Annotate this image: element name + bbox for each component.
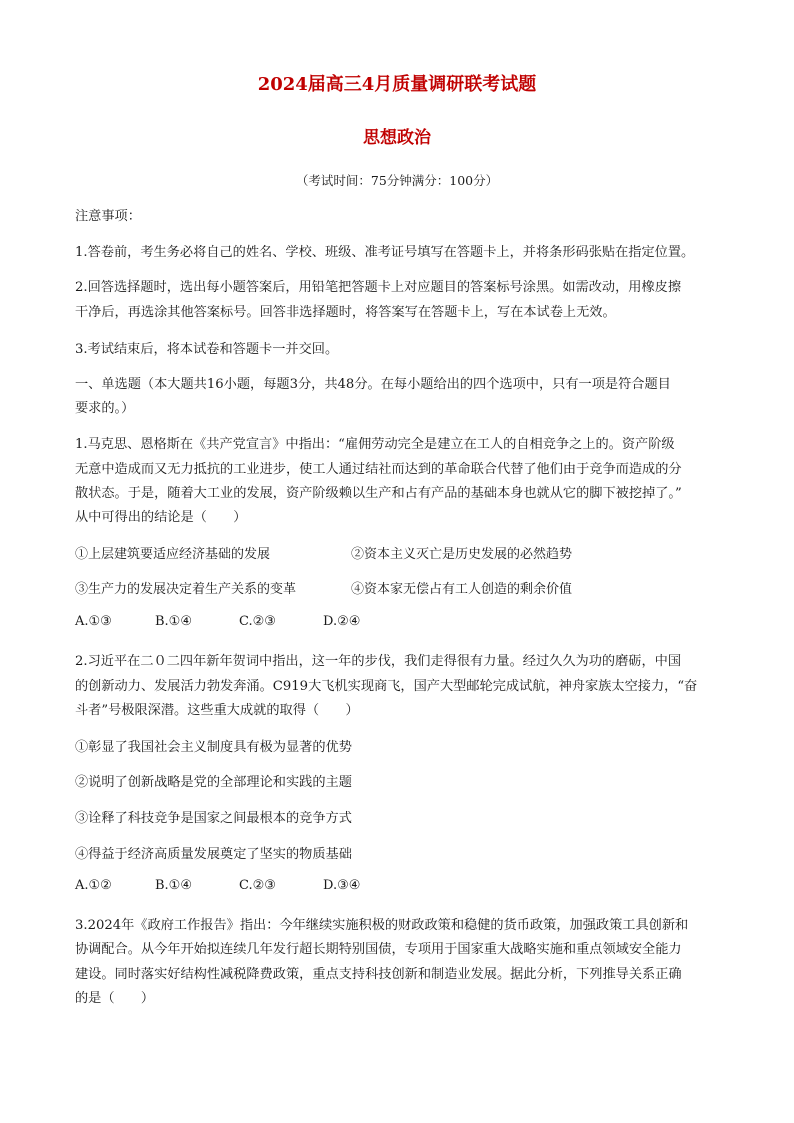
section-heading-line-2: 要求的。） bbox=[75, 401, 135, 416]
q1-option-d: D.②④ bbox=[323, 614, 361, 629]
q2-statement-1: ①彰显了我国社会主义制度具有极为显著的优势 bbox=[75, 740, 352, 755]
exam-info: （考试时间：75分钟满分：100分） bbox=[295, 173, 499, 188]
q3-line-1: 3.2024年《政府工作报告》指出：今年继续实施积极的财政政策和稳健的货币政策，加强政策工具创新和 bbox=[75, 918, 689, 933]
q2-line-3: 斗者”号极限深潜。这些重大成就的取得（ ） bbox=[75, 703, 359, 718]
q2-statement-4: ④得益于经济高质量发展奠定了坚实的物质基础 bbox=[75, 847, 352, 862]
q1-option-c: C.②③ bbox=[239, 614, 276, 629]
q2-statement-3: ③诠释了科技竞争是国家之间最根本的竞争方式 bbox=[75, 811, 352, 826]
q2-statement-2: ②说明了创新战略是党的全部理论和实践的主题 bbox=[75, 775, 352, 790]
q1-statement-1: ①上层建筑要适应经济基础的发展 bbox=[75, 547, 271, 562]
section-heading-line-1: 一、单选题（本大题共16小题，每题3分，共48分。在每小题给出的四个选项中，只有一项是符合题目 bbox=[75, 377, 671, 392]
q1-line-4: 从中可得出的结论是（ ） bbox=[75, 510, 247, 525]
q3-line-2: 协调配合。从今年开始拟连续几年发行超长期特别国债，专项用于国家重大战略实施和重点领域安全能力 bbox=[75, 942, 682, 957]
q1-option-a: A.①③ bbox=[75, 614, 112, 629]
q3-line-4: 的是（ ） bbox=[75, 991, 155, 1006]
notice-item-2-line-1: 2.回答选择题时，选出每小题答案后，用铅笔把答题卡上对应题目的答案标号涂黑。如需改动，用橡皮擦 bbox=[75, 280, 682, 295]
q1-line-3: 散状态。于是，随着大工业的发展，资产阶级赖以生产和占有产品的基础本身也就从它的脚下被挖掉了。” bbox=[75, 486, 682, 501]
q1-statement-4: ④资本家无偿占有工人创造的剩余价值 bbox=[351, 582, 573, 597]
notice-item-3: 3.考试结束后，将本试卷和答题卡一并交回。 bbox=[75, 342, 339, 357]
q2-option-d: D.③④ bbox=[323, 878, 361, 893]
q2-option-b: B.①④ bbox=[155, 878, 192, 893]
q2-line-2: 的创新动力、发展活力勃发奔涌。C919大飞机实现商飞，国产大型邮轮完成试航，神舟家族太空接力，“奋 bbox=[75, 679, 698, 694]
subject-title: 思想政治 bbox=[363, 128, 431, 148]
q1-line-2: 无意中造成而又无力抵抗的工业进步，使工人通过结社而达到的革命联合代替了他们由于竞争而造成的分 bbox=[75, 462, 682, 477]
q1-statement-2: ②资本主义灭亡是历史发展的必然趋势 bbox=[351, 547, 573, 562]
exam-title: 2024届高三4月质量调研联考试题 bbox=[257, 74, 537, 95]
notice-item-1: 1.答卷前，考生务必将自己的姓名、学校、班级、准考证号填写在答题卡上，并将条形码张贴在指定位置。 bbox=[75, 245, 695, 260]
q2-option-c: C.②③ bbox=[239, 878, 276, 893]
q2-line-1: 2.习近平在二０二四年新年贺词中指出，这一年的步伐，我们走得很有力量。经过久久为功的磨砺，中国 bbox=[75, 654, 682, 669]
q1-option-b: B.①④ bbox=[155, 614, 192, 629]
q1-line-1: 1.马克思、恩格斯在《共产党宣言》中指出：“雇佣劳动完全是建立在工人的自相竞争之上的。资产阶级 bbox=[75, 437, 675, 452]
notice-item-2-line-2: 干净后，再选涂其他答案标号。回答非选择题时，将答案写在答题卡上，写在本试卷上无效。 bbox=[75, 305, 616, 320]
notice-heading: 注意事项： bbox=[75, 209, 141, 224]
q3-line-3: 建设。同时落实好结构性减税降费政策，重点支持科技创新和制造业发展。据此分析，下列推导关系正确 bbox=[75, 967, 682, 982]
q1-statement-3: ③生产力的发展决定着生产关系的变革 bbox=[75, 582, 297, 597]
q2-option-a: A.①② bbox=[75, 878, 112, 893]
